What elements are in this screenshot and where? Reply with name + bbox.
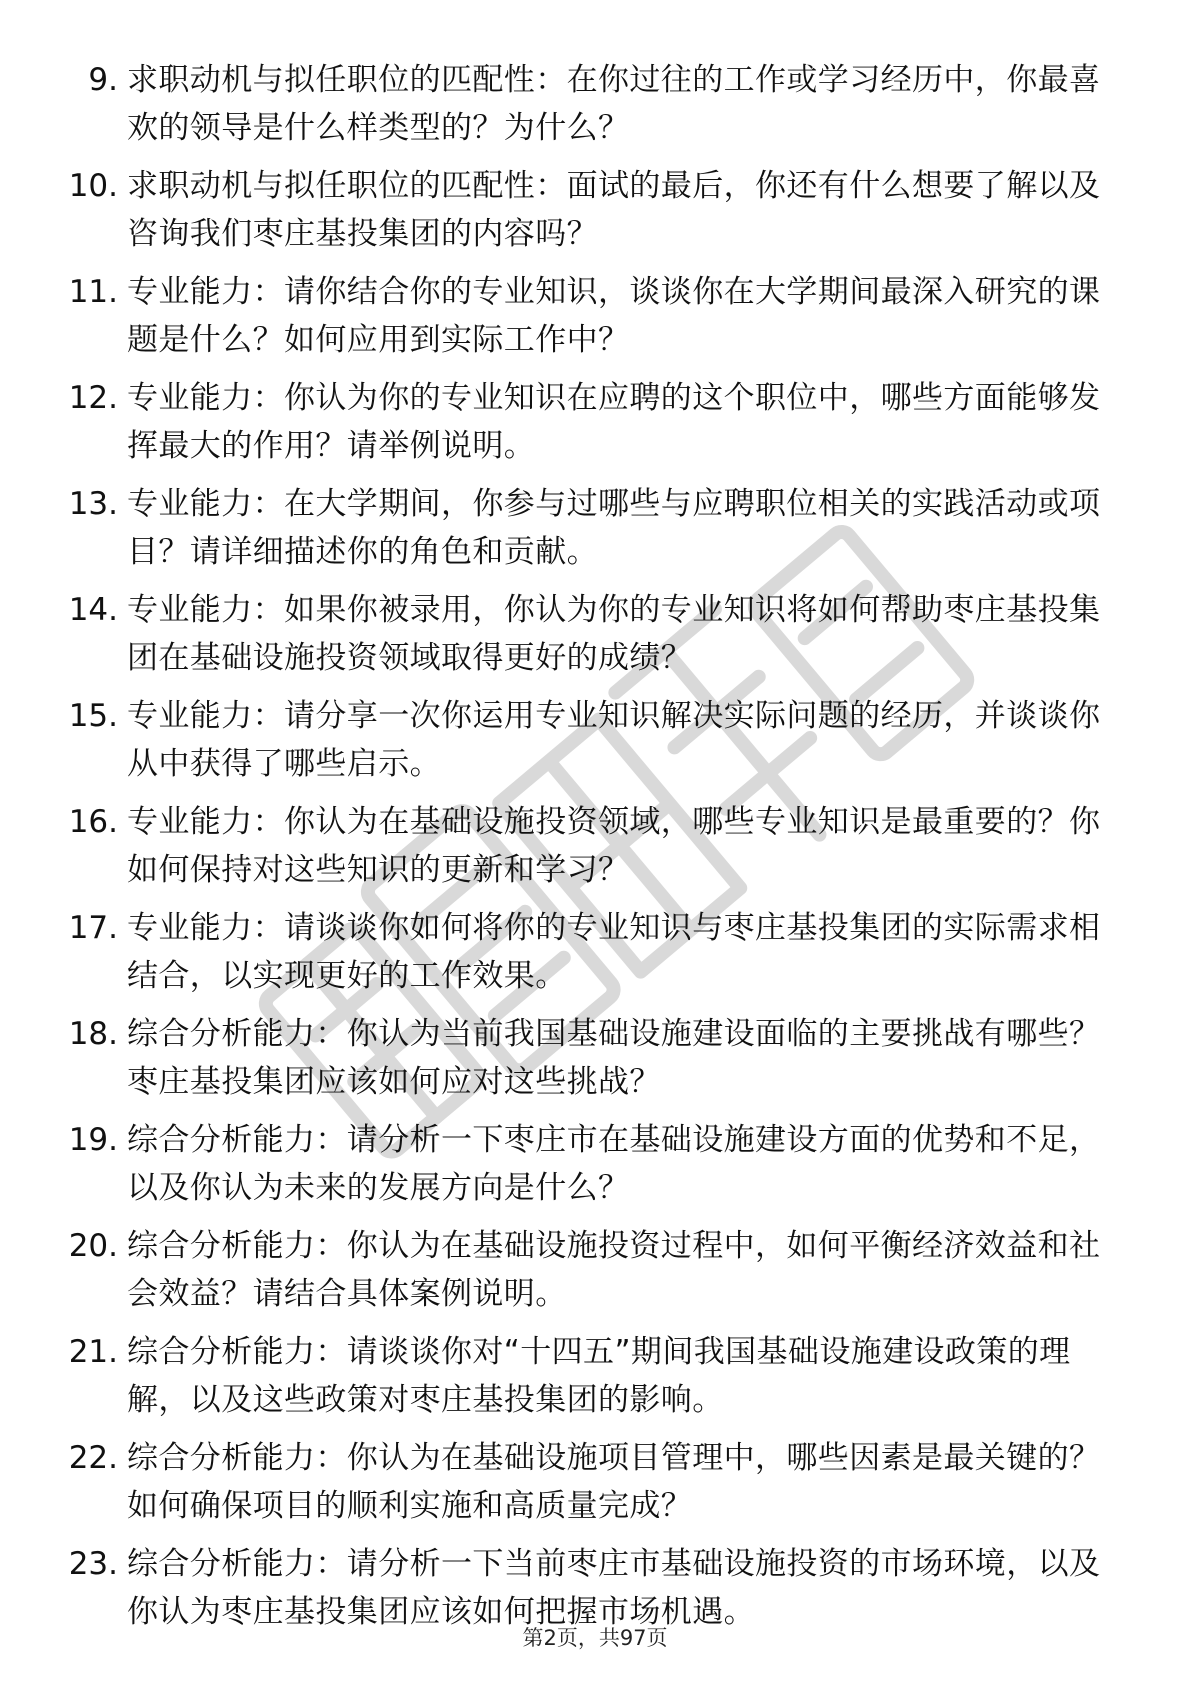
question-number: 22. (68, 1440, 118, 1476)
question-number: 20. (68, 1228, 118, 1264)
question-number: 18. (68, 1016, 118, 1052)
question-item (0, 476, 1190, 582)
question-text: 求职动机与拟任职位的匹配性：在你过往的工作或学习经历中，你最喜欢的领导是什么样类型的？为什么？ (127, 62, 1101, 146)
question-item (0, 794, 1190, 900)
question-item (0, 370, 1190, 476)
page-number-label: 第2页，共97页 (522, 1626, 668, 1650)
question-number: 13. (68, 486, 118, 522)
question-number: 23. (68, 1546, 118, 1582)
question-item (0, 1218, 1190, 1324)
question-text: 专业能力：请分享一次你运用专业知识解决实际问题的经历，并谈谈你从中获得了哪些启示。 (127, 698, 1101, 782)
question-text: 求职动机与拟任职位的匹配性：面试的最后，你还有什么想要了解以及咨询我们枣庄基投集团的内容吗？ (127, 168, 1101, 252)
question-item (0, 264, 1190, 370)
question-text: 专业能力：你认为你的专业知识在应聘的这个职位中，哪些方面能够发挥最大的作用？请举例说明。 (127, 380, 1101, 464)
question-text: 综合分析能力：请分析一下当前枣庄市基础设施投资的市场环境，以及你认为枣庄基投集团应该如何把握市场机遇。 (127, 1546, 1101, 1630)
question-number: 9. (88, 62, 118, 98)
question-item (0, 1324, 1190, 1430)
question-text: 综合分析能力：你认为当前我国基础设施建设面临的主要挑战有哪些？枣庄基投集团应该如何应对这些挑战？ (127, 1016, 1101, 1100)
question-item (0, 1006, 1190, 1112)
question-number: 17. (68, 910, 118, 946)
question-text: 综合分析能力：你认为在基础设施投资过程中，如何平衡经济效益和社会效益？请结合具体案例说明。 (127, 1228, 1101, 1312)
question-item (0, 688, 1190, 794)
question-number: 16. (68, 804, 118, 840)
question-text: 综合分析能力：请分析一下枣庄市在基础设施建设方面的优势和不足，以及你认为未来的发展方向是什么？ (127, 1122, 1101, 1206)
question-number: 12. (68, 380, 118, 416)
question-item (0, 1112, 1190, 1218)
question-list (0, 52, 1190, 1642)
question-item (0, 900, 1190, 1006)
question-item (0, 158, 1190, 264)
question-number: 10. (68, 168, 118, 204)
question-number: 11. (68, 274, 118, 310)
question-item (0, 1430, 1190, 1536)
question-text: 专业能力：请谈谈你如何将你的专业知识与枣庄基投集团的实际需求相结合，以实现更好的工作效果。 (127, 910, 1101, 994)
question-text: 专业能力：你认为在基础设施投资领域，哪些专业知识是最重要的？你如何保持对这些知识的更新和学习？ (127, 804, 1101, 888)
page-footer (0, 1622, 1190, 1652)
question-item (0, 52, 1190, 158)
question-item (0, 582, 1190, 688)
question-number: 14. (68, 592, 118, 628)
question-text: 专业能力：在大学期间，你参与过哪些与应聘职位相关的实践活动或项目？请详细描述你的角色和贡献。 (127, 486, 1101, 570)
question-text: 综合分析能力：请谈谈你对“十四五”期间我国基础设施建设政策的理解，以及这些政策对枣庄基投集团的影响。 (127, 1334, 1071, 1418)
question-number: 15. (68, 698, 118, 734)
question-text: 综合分析能力：你认为在基础设施项目管理中，哪些因素是最关键的？如何确保项目的顺利实施和高质量完成？ (127, 1440, 1101, 1524)
question-text: 专业能力：如果你被录用，你认为你的专业知识将如何帮助枣庄基投集团在基础设施投资领域取得更好的成绩？ (127, 592, 1101, 676)
question-text: 专业能力：请你结合你的专业知识，谈谈你在大学期间最深入研究的课题是什么？如何应用到实际工作中？ (127, 274, 1101, 358)
question-number: 21. (68, 1334, 118, 1370)
question-number: 19. (68, 1122, 118, 1158)
